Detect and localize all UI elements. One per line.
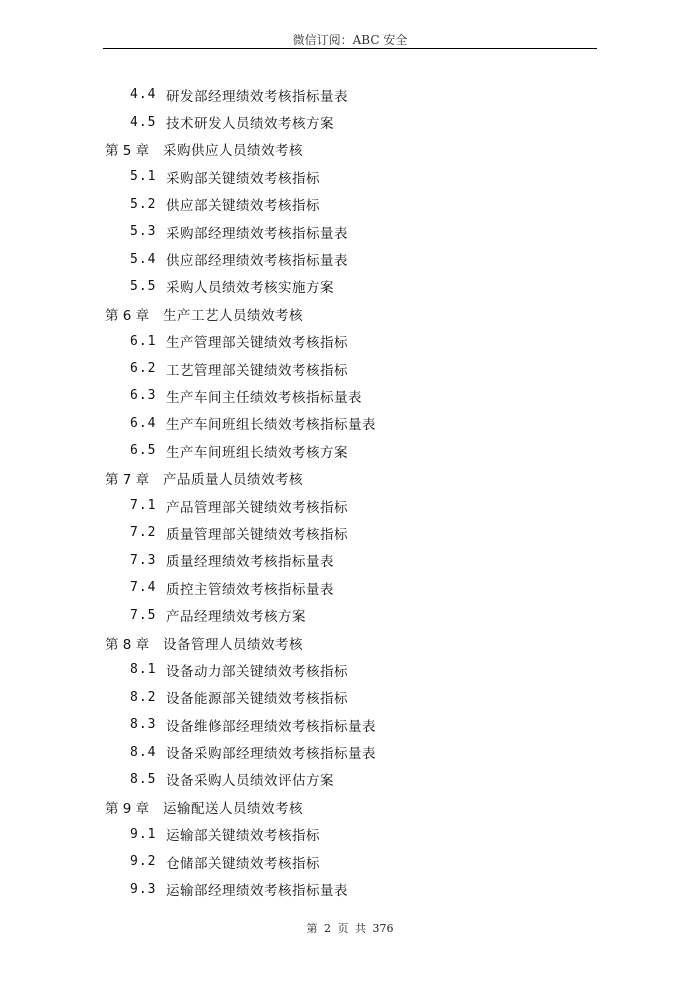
toc-entry-number: 8.2: [130, 689, 157, 705]
toc-entry-number: 8.4: [130, 744, 157, 760]
toc-entry-title: 供应部经理绩效考核指标量表: [166, 253, 348, 270]
toc-entry-number: 6.2: [130, 361, 157, 377]
toc-entry-title: 采购部关键绩效考核指标: [166, 170, 320, 187]
toc-section-entry: [0, 328, 700, 355]
toc-chapter-entry: [0, 793, 700, 820]
toc-entry-title: 工艺管理部关键绩效考核指标: [166, 362, 348, 379]
toc-entry-title: 质量经理绩效考核指标量表: [166, 554, 334, 571]
toc-section-entry: [0, 656, 700, 683]
toc-entry-number: 7.5: [130, 607, 157, 623]
toc-entry-title: 研发部经理绩效考核指标量表: [166, 88, 348, 105]
toc-entry-title: 采购供应人员绩效考核: [163, 143, 303, 160]
toc-entry-title: 运输部经理绩效考核指标量表: [166, 883, 348, 900]
toc-entry-number: 8.1: [130, 662, 157, 678]
toc-entry-title: 生产管理部关键绩效考核指标: [166, 335, 348, 352]
toc-entry-title: 设备能源部关键绩效考核指标: [166, 691, 348, 708]
toc-section-entry: [0, 437, 700, 464]
toc-section-entry: [0, 711, 700, 738]
toc-entry-number: 8.5: [130, 771, 157, 787]
toc-section-entry: [0, 81, 700, 108]
toc-section-entry: [0, 601, 700, 628]
toc-section-entry: [0, 163, 700, 190]
toc-entry-number: 7.1: [130, 498, 157, 514]
toc-entry-number: 4.4: [130, 87, 157, 103]
toc-chapter-entry: [0, 300, 700, 327]
toc-entry-title: 生产车间班组长绩效考核方案: [166, 444, 348, 461]
toc-section-entry: [0, 519, 700, 546]
toc-entry-title: 质量管理部关键绩效考核指标: [166, 526, 348, 543]
toc-entry-title: 采购部经理绩效考核指标量表: [166, 225, 348, 242]
toc-entry-title: 设备采购部经理绩效考核指标量表: [166, 746, 376, 763]
toc-entry-number: 9.3: [130, 881, 157, 897]
toc-chapter-entry: [0, 464, 700, 491]
toc-section-entry: [0, 108, 700, 135]
toc-entry-number: 9.1: [130, 826, 157, 842]
toc-entry-number: 第 8 章: [105, 636, 150, 653]
toc-section-entry: [0, 821, 700, 848]
toc-section-entry: [0, 766, 700, 793]
toc-entry-title: 产品经理绩效考核方案: [166, 609, 306, 626]
toc-entry-number: 7.3: [130, 552, 157, 568]
toc-entry-title: 产品质量人员绩效考核: [163, 472, 303, 489]
toc-entry-number: 6.3: [130, 388, 157, 404]
toc-section-entry: [0, 684, 700, 711]
toc-section-entry: [0, 848, 700, 875]
toc-section-entry: [0, 355, 700, 382]
toc-entry-number: 7.2: [130, 525, 157, 541]
toc-entry-title: 采购人员绩效考核实施方案: [166, 280, 334, 297]
toc-entry-number: 5.5: [130, 278, 157, 294]
toc-entry-title: 设备采购人员绩效评估方案: [166, 773, 334, 790]
page-footer: 第 2 页 共 376: [306, 922, 394, 935]
toc-section-entry: [0, 410, 700, 437]
toc-entry-title: 运输配送人员绩效考核: [163, 800, 303, 817]
toc-entry-title: 设备管理人员绩效考核: [163, 636, 303, 653]
toc-entry-title: 产品管理部关键绩效考核指标: [166, 499, 348, 516]
toc-entry-number: 第 9 章: [105, 800, 150, 817]
toc-entry-number: 5.3: [130, 224, 157, 240]
toc-entry-number: 第 5 章: [105, 143, 150, 160]
toc-entry-number: 7.4: [130, 580, 157, 596]
toc-section-entry: [0, 875, 700, 902]
toc-entry-title: 生产工艺人员绩效考核: [163, 307, 303, 324]
toc-section-entry: [0, 738, 700, 765]
toc-entry-title: 质控主管绩效考核指标量表: [166, 581, 334, 598]
toc-entry-number: 6.4: [130, 415, 157, 431]
toc-entry-title: 技术研发人员绩效考核方案: [166, 116, 334, 133]
table-of-contents: [0, 81, 700, 903]
toc-section-entry: [0, 245, 700, 272]
toc-section-entry: [0, 218, 700, 245]
toc-entry-number: 第 6 章: [105, 307, 150, 324]
toc-entry-title: 设备动力部关键绩效考核指标: [166, 663, 348, 680]
toc-entry-number: 5.1: [130, 169, 157, 185]
toc-chapter-entry: [0, 136, 700, 163]
header-divider: [103, 48, 597, 49]
toc-entry-title: 生产车间主任绩效考核指标量表: [166, 389, 362, 406]
toc-entry-title: 运输部关键绩效考核指标: [166, 828, 320, 845]
toc-entry-title: 生产车间班组长绩效考核指标量表: [166, 417, 376, 434]
toc-chapter-entry: [0, 629, 700, 656]
toc-section-entry: [0, 574, 700, 601]
page-header: 微信订阅：ABC 安全: [292, 33, 408, 47]
toc-entry-number: 5.4: [130, 251, 157, 267]
toc-section-entry: [0, 492, 700, 519]
toc-entry-number: 第 7 章: [105, 472, 150, 489]
toc-entry-number: 4.5: [130, 114, 157, 130]
toc-entry-number: 9.2: [130, 854, 157, 870]
toc-entry-title: 设备维修部经理绩效考核指标量表: [166, 718, 376, 735]
toc-entry-number: 6.1: [130, 333, 157, 349]
toc-entry-title: 仓储部关键绩效考核指标: [166, 855, 320, 872]
toc-entry-number: 8.3: [130, 717, 157, 733]
toc-section-entry: [0, 273, 700, 300]
toc-entry-number: 5.2: [130, 196, 157, 212]
toc-section-entry: [0, 191, 700, 218]
toc-entry-number: 6.5: [130, 443, 157, 459]
toc-entry-title: 供应部关键绩效考核指标: [166, 198, 320, 215]
toc-section-entry: [0, 547, 700, 574]
toc-section-entry: [0, 382, 700, 409]
